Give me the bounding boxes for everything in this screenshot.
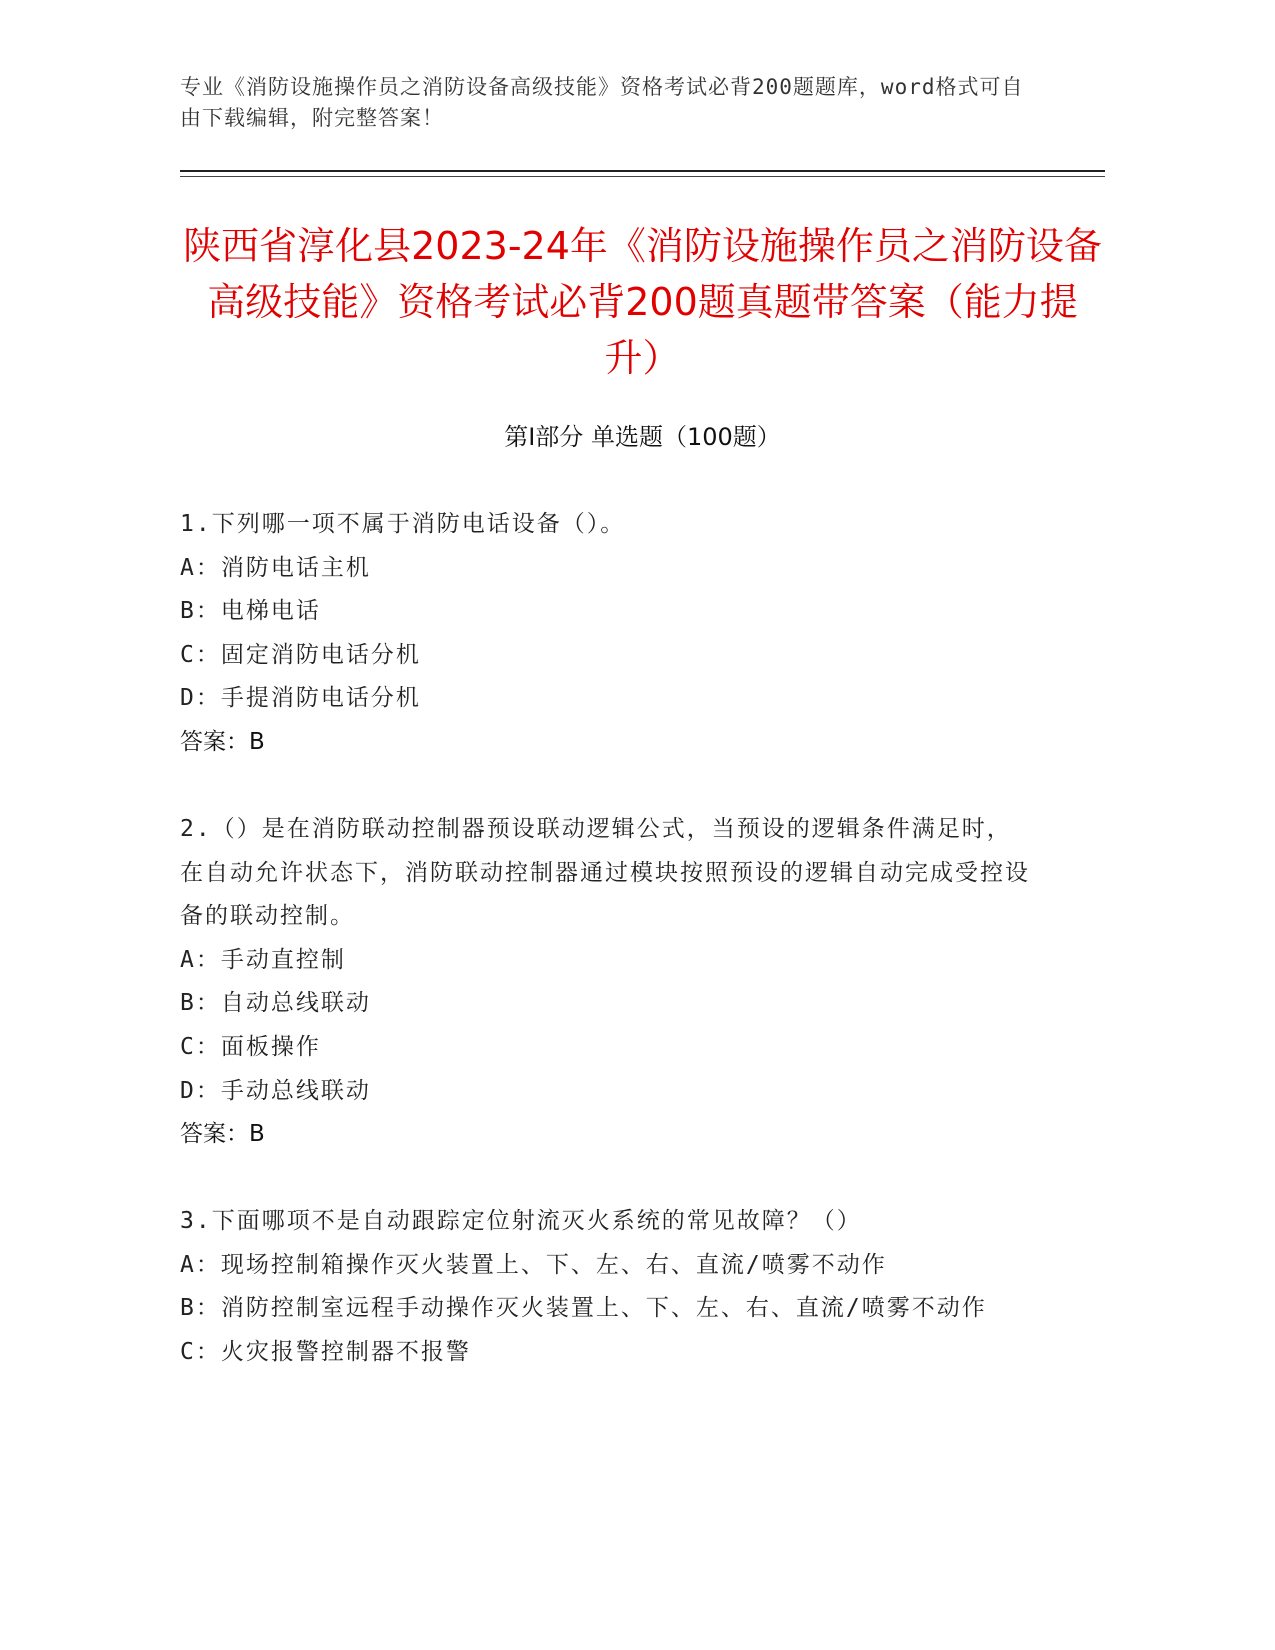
question-stem: 1.下列哪一项不属于消防电话设备（）。 <box>180 511 626 537</box>
option-d: D：手提消防电话分机 <box>180 685 421 712</box>
question-1 <box>180 503 1030 765</box>
answer-line: 答案：B <box>180 728 265 755</box>
option-d: D：手动总线联动 <box>180 1077 371 1104</box>
option-a: A：消防电话主机 <box>180 554 371 581</box>
question-2 <box>180 808 1030 1157</box>
document-title: 陕西省淳化县2023-24年《消防设施操作员之消防设备高级技能》资格考试必背200题真题带答案（能力提升） <box>183 224 1102 380</box>
header-note: 专业《消防设施操作员之消防设备高级技能》资格考试必背200题题库，word格式可自由下载编辑，附完整答案！ <box>180 75 1024 130</box>
header-divider-thin <box>180 176 1105 177</box>
option-c: C：火灾报警控制器不报警 <box>180 1338 471 1365</box>
option-a: A：现场控制箱操作灭火装置上、下、左、右、直流/喷雾不动作 <box>180 1251 887 1278</box>
question-3 <box>180 1200 1030 1374</box>
question-stem: 3.下面哪项不是自动跟踪定位射流灭火系统的常见故障？（） <box>180 1208 862 1234</box>
option-a: A：手动直控制 <box>180 946 346 973</box>
option-b: B：消防控制室远程手动操作灭火装置上、下、左、右、直流/喷雾不动作 <box>180 1295 987 1322</box>
option-c: C：固定消防电话分机 <box>180 641 421 668</box>
answer-line: 答案：B <box>180 1121 265 1148</box>
option-b: B：电梯电话 <box>180 598 321 625</box>
option-b: B：自动总线联动 <box>180 990 371 1017</box>
question-stem: 2.（）是在消防联动控制器预设联动逻辑公式，当预设的逻辑条件满足时，在自动允许状态下，消防联动控制器通过模块按照预设的逻辑自动完成受控设备的联动控制。 <box>180 816 1030 930</box>
header-divider-thick <box>180 170 1105 172</box>
section-title: 第I部分 单选题（100题） <box>504 423 781 451</box>
option-c: C：面板操作 <box>180 1033 321 1060</box>
